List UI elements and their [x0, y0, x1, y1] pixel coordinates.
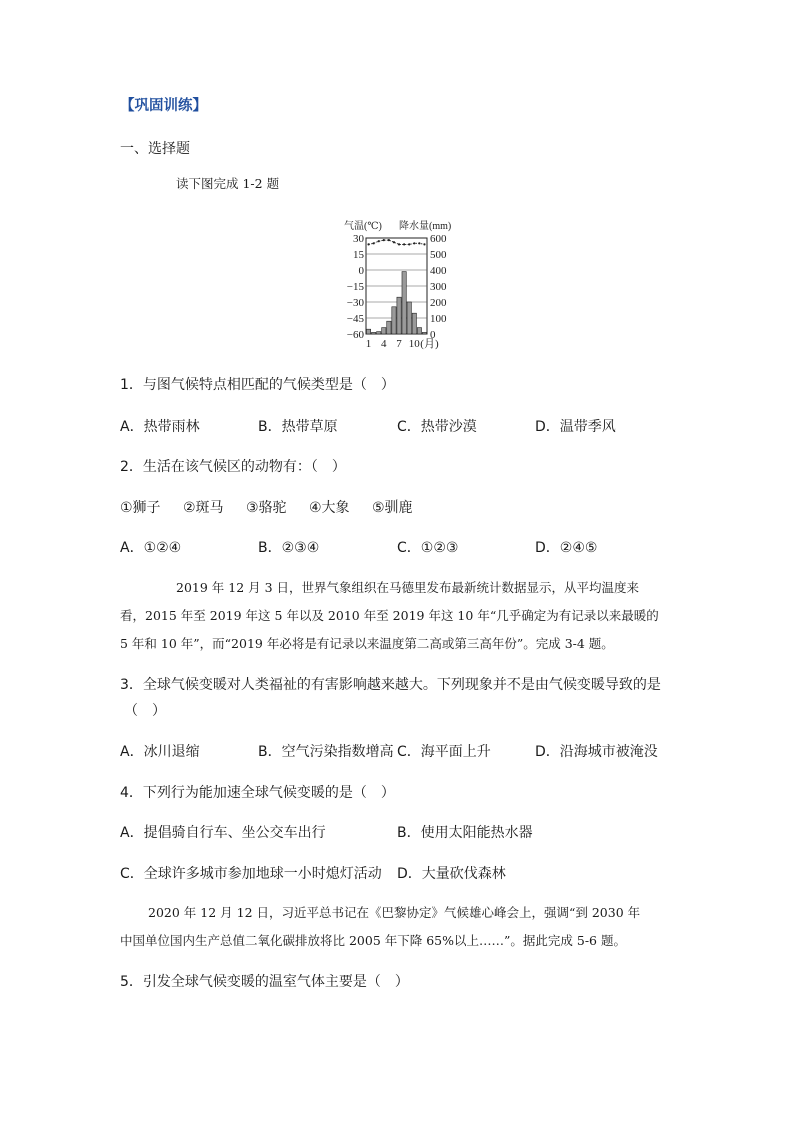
y-left-tick-label: 30	[353, 233, 364, 245]
temperature-point	[393, 241, 395, 243]
q3-option-b[interactable]: B．空气污染指数增高	[258, 744, 394, 760]
temperature-point	[413, 242, 415, 244]
precipitation-bar	[402, 272, 406, 334]
q4-option-d[interactable]: D．大量砍伐森林	[397, 866, 506, 882]
precipitation-bar	[371, 332, 375, 334]
temperature-point	[423, 243, 425, 245]
precipitation-bar	[422, 332, 426, 334]
q4-option-a[interactable]: A．提倡骑自行车、坐公交车出行	[120, 825, 326, 841]
temperature-point	[383, 239, 385, 241]
x-axis-unit: (月)	[420, 338, 439, 350]
temperature-line	[369, 240, 425, 244]
q2-item-3: ③骆驼	[246, 500, 287, 516]
q1-option-d[interactable]: D．温带季风	[535, 419, 616, 435]
temperature-point	[403, 243, 405, 245]
passage-1-line-2: 看，2015 年至 2019 年这 5 年以及 2010 年至 2019 年这 10 年“几乎确定为有记录以来最暖的	[120, 608, 659, 623]
q1-option-a[interactable]: A．热带雨林	[120, 419, 200, 435]
q3-option-c[interactable]: C．海平面上升	[397, 744, 491, 760]
y-left-tick-label: −45	[346, 313, 364, 325]
precipitation-bar	[382, 328, 386, 334]
x-tick-label: 10	[408, 338, 420, 350]
q2-option-c[interactable]: C．①②③	[397, 540, 459, 556]
y-left-tick-label: −60	[346, 329, 364, 341]
y-right-tick-label: 300	[430, 281, 447, 293]
q1-stem: 1．与图气候特点相匹配的气候类型是（ ）	[120, 377, 395, 393]
temperature-point	[373, 242, 375, 244]
q2-item-4: ④大象	[309, 500, 350, 516]
y-right-tick-label: 500	[430, 249, 447, 261]
q3-stem-line-2: （ ）	[124, 703, 166, 719]
temperature-point	[388, 239, 390, 241]
q2-item-2: ②斑马	[183, 500, 224, 516]
passage-1-line-1: 2019 年 12 月 3 日，世界气象组织在马德里发布最新统计数据显示，从平均温度来	[176, 580, 640, 595]
x-tick-label: 1	[365, 338, 372, 350]
x-tick-label: 4	[381, 338, 387, 350]
q2-item-1: ①狮子	[120, 500, 161, 516]
passage-2-line-1: 2020 年 12 月 12 日，习近平总书记在《巴黎协定》气候雄心峰会上，强调“到 2030 年	[148, 905, 641, 920]
y-right-tick-label: 600	[430, 233, 447, 245]
q2-stem: 2．生活在该气候区的动物有：（ ）	[120, 459, 346, 475]
q4-stem: 4．下列行为能加速全球气候变暖的是（ ）	[120, 785, 395, 801]
q3-stem-line-1: 3．全球气候变暖对人类福祉的有害影响越来越大。下列现象并不是由气候变暖导致的是	[120, 677, 661, 693]
y-right-tick-label: 200	[430, 297, 447, 309]
precipitation-bar	[366, 329, 370, 334]
q2-option-b[interactable]: B．②③④	[258, 540, 320, 556]
precipitation-bar	[377, 332, 381, 334]
precipitation-bar	[397, 297, 401, 334]
q4-option-b[interactable]: B．使用太阳能热水器	[397, 825, 533, 841]
y-left-tick-label: −30	[346, 297, 364, 309]
part-heading: 一、选择题	[120, 141, 190, 157]
y-right-axis-label: 降水量(mm)	[399, 221, 452, 232]
section-title: 【巩固训练】	[120, 98, 207, 114]
precipitation-bar	[412, 313, 416, 334]
temperature-point	[367, 243, 369, 245]
intro-1-2: 读下图完成 1-2 题	[176, 176, 280, 191]
y-left-axis-label: 气温(℃)	[344, 221, 382, 232]
q1-option-c[interactable]: C．热带沙漠	[397, 419, 477, 435]
y-right-tick-label: 400	[430, 265, 447, 277]
temperature-point	[418, 242, 420, 244]
precipitation-bar	[387, 321, 391, 334]
precipitation-bar	[417, 328, 421, 334]
precipitation-bar	[392, 307, 396, 334]
y-left-tick-label: 0	[358, 265, 364, 277]
y-right-tick-label: 100	[430, 313, 447, 325]
y-left-tick-label: −15	[346, 281, 364, 293]
q3-option-a[interactable]: A．冰川退缩	[120, 744, 200, 760]
y-right-tick-label: 0	[430, 329, 436, 341]
q2-item-5: ⑤驯鹿	[372, 500, 413, 516]
passage-1-line-3: 5 年和 10 年”，而“2019 年必将是有记录以来温度第二高或第三高年份”。完成 3-4 题。	[120, 636, 614, 651]
q2-option-a[interactable]: A．①②④	[120, 540, 182, 556]
q2-option-d[interactable]: D．②④⑤	[535, 540, 598, 556]
q4-option-c[interactable]: C．全球许多城市参加地球一小时熄灯活动	[120, 866, 382, 882]
climate-chart	[330, 212, 470, 354]
temperature-point	[408, 243, 410, 245]
y-left-tick-label: 15	[353, 249, 364, 261]
temperature-point	[378, 240, 380, 242]
passage-2-line-2: 中国单位国内生产总值二氧化碳排放将比 2005 年下降 65%以上……”。据此完成 5-6 题。	[120, 933, 626, 948]
temperature-point	[398, 243, 400, 245]
precipitation-bar	[407, 302, 411, 334]
x-tick-label: 7	[396, 338, 402, 350]
q3-option-d[interactable]: D．沿海城市被淹没	[535, 744, 658, 760]
q5-stem: 5．引发全球气候变暖的温室气体主要是（ ）	[120, 974, 409, 990]
q1-option-b[interactable]: B．热带草原	[258, 419, 338, 435]
